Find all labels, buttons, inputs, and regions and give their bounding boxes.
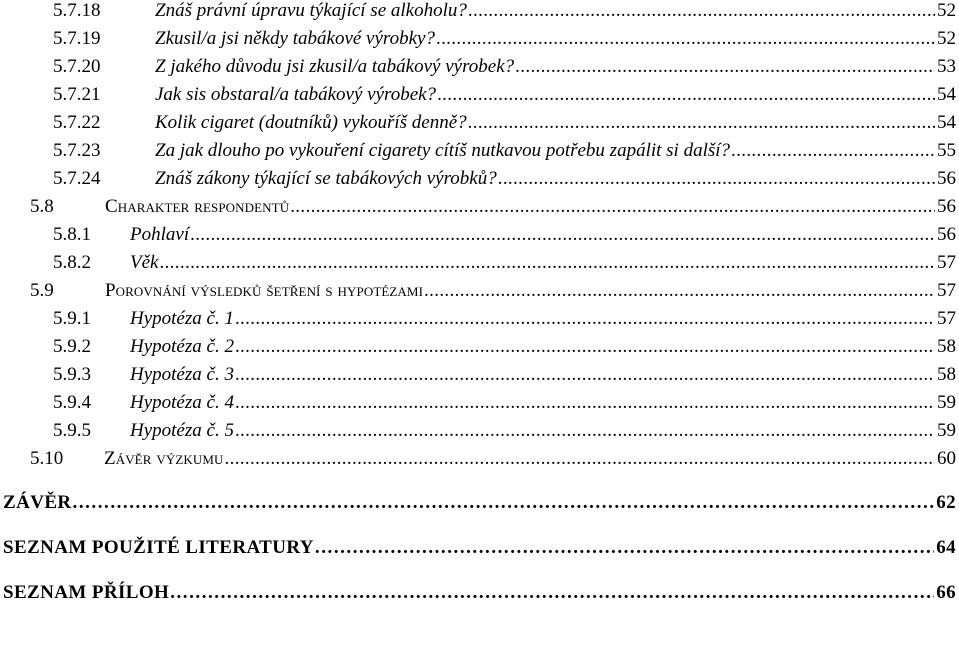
toc-title: SEZNAM POUŽITÉ LITERATURY [3, 537, 314, 558]
toc-page-number: 62 [936, 492, 956, 513]
toc-page-number: 52 [937, 28, 956, 49]
toc-title: Hypotéza č. 5 [130, 420, 234, 441]
toc-entry-5-8[interactable] [30, 196, 956, 218]
toc-title: Z jakého důvodu jsi zkusil/a tabákový výrobek? [155, 56, 515, 77]
toc-page-number: 53 [937, 56, 956, 77]
toc-title: Hypotéza č. 3 [130, 364, 234, 385]
dot-leader [424, 280, 935, 302]
dot-leader [290, 196, 935, 218]
toc-entry-5-9-3[interactable] [53, 364, 956, 386]
toc-page-number: 59 [937, 420, 956, 441]
toc-title: Hypotéza č. 1 [130, 308, 234, 329]
dot-leader [468, 112, 935, 134]
toc-entry-5-9[interactable] [30, 280, 956, 302]
toc-title: Charakter respondentů [105, 196, 290, 217]
toc-number: 5.8 [30, 196, 54, 217]
toc-entry-5-8-2[interactable] [53, 252, 956, 274]
toc-title: Znáš právní úpravu týkající se alkoholu? [155, 0, 467, 21]
toc-number: 5.8.1 [53, 224, 91, 245]
dot-leader [170, 582, 934, 604]
toc-number: 5.9.2 [53, 336, 91, 357]
toc-title: Znáš zákony týkající se tabákových výrobků? [155, 168, 497, 189]
toc-title: SEZNAM PŘÍLOH [3, 582, 170, 603]
dot-leader [515, 56, 935, 78]
toc-entry-5-7-22[interactable] [53, 112, 956, 134]
toc-entry-5-7-21[interactable] [53, 84, 956, 106]
dot-leader [235, 308, 935, 330]
toc-title: ZÁVĚR [3, 492, 72, 513]
toc-number: 5.7.20 [53, 56, 101, 77]
toc-title: Zkusil/a jsi někdy tabákové výrobky? [155, 28, 435, 49]
toc-page-number: 57 [937, 252, 956, 273]
toc-title: Hypotéza č. 4 [130, 392, 234, 413]
dot-leader [468, 0, 935, 22]
toc-number: 5.9.4 [53, 392, 91, 413]
toc-number: 5.9 [30, 280, 54, 301]
toc-page-number: 56 [937, 224, 956, 245]
toc-number: 5.7.19 [53, 28, 101, 49]
toc-title: Závěr výzkumu [104, 448, 224, 469]
toc-page-number: 58 [937, 336, 956, 357]
toc-title: Věk [130, 252, 159, 273]
dot-leader [437, 84, 935, 106]
toc-title: Pohlaví [130, 224, 190, 245]
toc-entry-5-7-19[interactable] [53, 28, 956, 50]
toc-page-number: 52 [937, 0, 956, 21]
toc-page-number: 54 [937, 112, 956, 133]
toc-title: Za jak dlouho po vykouření cigarety cítíš nutkavou potřebu zapálit si další? [155, 140, 731, 161]
toc-entry-5-9-4[interactable] [53, 392, 956, 414]
toc-page-number: 56 [937, 196, 956, 217]
toc-number: 5.9.1 [53, 308, 91, 329]
toc-title: Hypotéza č. 2 [130, 336, 234, 357]
toc-page-number: 66 [936, 582, 956, 603]
toc-entry-5-10[interactable] [30, 448, 956, 470]
toc-number: 5.10 [30, 448, 64, 469]
toc-entry-seznam-priloh[interactable] [3, 582, 956, 604]
toc-entry-5-7-18[interactable] [53, 0, 956, 22]
toc-entry-zaver[interactable] [3, 492, 956, 514]
toc-page-number: 57 [937, 280, 956, 301]
dot-leader [731, 140, 935, 162]
toc-title: Kolik cigaret (doutníků) vykouříš denně? [155, 112, 467, 133]
toc-entry-5-9-2[interactable] [53, 336, 956, 358]
dot-leader [73, 492, 935, 514]
toc-number: 5.7.18 [53, 0, 101, 21]
toc-entry-5-9-5[interactable] [53, 420, 956, 442]
toc-entry-5-7-24[interactable] [53, 168, 956, 190]
dot-leader [235, 392, 935, 414]
toc-page-number: 56 [937, 168, 956, 189]
toc-number: 5.9.3 [53, 364, 91, 385]
dot-leader [159, 252, 935, 274]
toc-title: Jak sis obstaral/a tabákový výrobek? [155, 84, 437, 105]
toc-page-number: 60 [937, 448, 956, 469]
toc-entry-5-7-23[interactable] [53, 140, 956, 162]
toc-entry-seznam-literatury[interactable] [3, 537, 956, 559]
toc-page-number: 55 [937, 140, 956, 161]
dot-leader [235, 364, 935, 386]
dot-leader [315, 537, 934, 559]
toc-number: 5.8.2 [53, 252, 91, 273]
toc-page-number: 54 [937, 84, 956, 105]
toc-page-number: 64 [936, 537, 956, 558]
toc-number: 5.9.5 [53, 420, 91, 441]
dot-leader [190, 224, 935, 246]
toc-number: 5.7.22 [53, 112, 101, 133]
toc-page-number: 57 [937, 308, 956, 329]
dot-leader [225, 448, 936, 470]
toc-title: Porovnání výsledků šetření s hypotézami [105, 280, 424, 301]
dot-leader [235, 336, 935, 358]
toc-number: 5.7.21 [53, 84, 101, 105]
toc-page-number: 59 [937, 392, 956, 413]
dot-leader [235, 420, 935, 442]
toc-entry-5-9-1[interactable] [53, 308, 956, 330]
toc-number: 5.7.24 [53, 168, 101, 189]
dot-leader [498, 168, 935, 190]
toc-number: 5.7.23 [53, 140, 101, 161]
toc-entry-5-7-20[interactable] [53, 56, 956, 78]
toc-entry-5-8-1[interactable] [53, 224, 956, 246]
dot-leader [436, 28, 935, 50]
toc-page-number: 58 [937, 364, 956, 385]
